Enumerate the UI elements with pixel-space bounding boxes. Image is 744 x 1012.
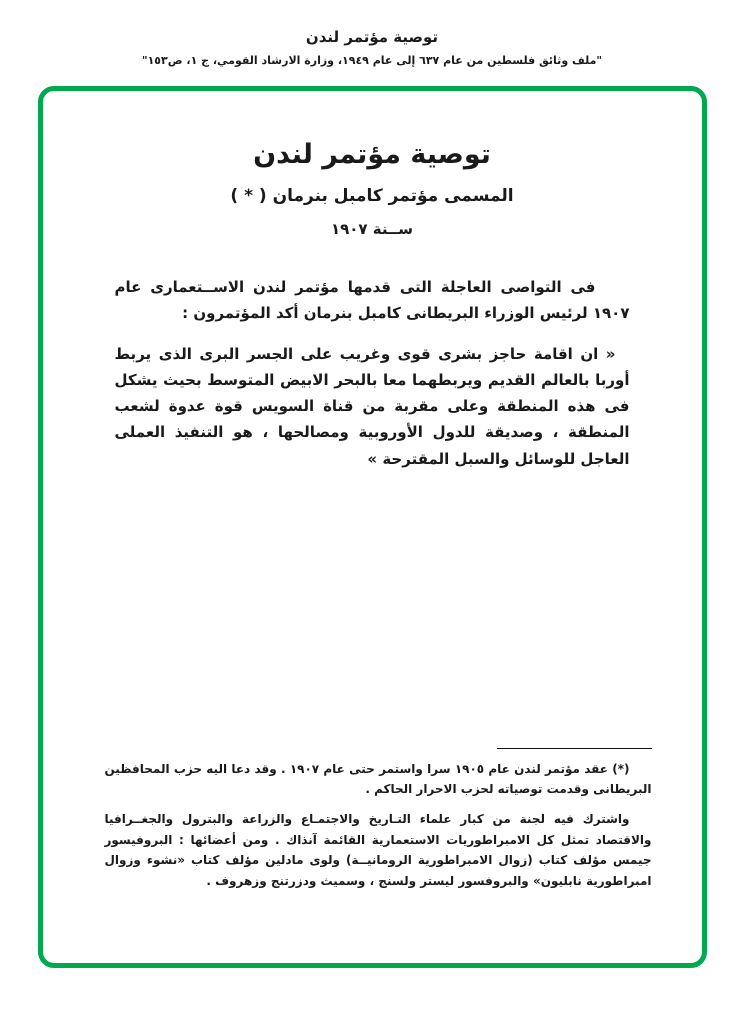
document-title: توصية مؤتمر لندن [253,139,491,170]
document-year: ســنة ١٩٠٧ [330,220,414,238]
header-source-line: "ملف وثائق فلسطين من عام ٦٣٧ إلى عام ١٩٤٩، وزارة الارشاد القومي، ج ١، ص١٥٣" [141,54,603,67]
quote-paragraph: « ان اقامة حاجز بشرى قوى وغريب على الجسر البرى الذى يربط أوربا بالعالم القديم ويربطهما معا بالبحر الابيض المتوسط بحيث يشكل فى هذه المنطقة وعلى مقربة من قناة السويس قوة عدوة لشعب المنطقة ، وصديقة للدول الأوروبية ومصالحها ، هو التنفيذ العملى العاجل للوسائل والسبل المقترحة » [114,344,630,468]
header-title: توصية مؤتمر لندن [305,28,439,46]
footnote-separator-rule [497,748,652,749]
page-header [0,0,744,67]
document-frame [38,86,707,968]
footnote-area [105,748,652,891]
document-subtitle: المسمى مؤتمر كامبل بنرمان ( * ) [230,186,514,206]
footnote-2: واشترك فيه لجنة من كبار علماء التـاريخ والاجتمـاع والزراعة والبترول والجغــرافيا والاقتصاد تمثل كل الامبراطوريات الاستعمارية القائمة آنذاك . ومن أعضائها : البروفيسور جيمس مؤلف كتاب (زوال الامبراطورية الرومانيــة) ولوى مادلين مؤلف كتاب «نشوء وزوال امبراطورية نابليون» والبروفسور ليستر ولسنج ، وسميث ودزرتنج وزهروف . [104,812,652,888]
intro-paragraph: فى التواصى العاجلة التى قدمها مؤتمر لندن الاســتعمارى عام ١٩٠٧ لرئيس الوزراء البريطانى كامبل بنرمان أكد المؤتمرون : [114,278,630,323]
footnote-1: (*) عقد مؤتمر لندن عام ١٩٠٥ سرا واستمر حتى عام ١٩٠٧ . وقد دعا اليه حزب المحافظين البريطانى وقدمت توصياته لحزب الاحرار الحاكم . [104,761,652,797]
